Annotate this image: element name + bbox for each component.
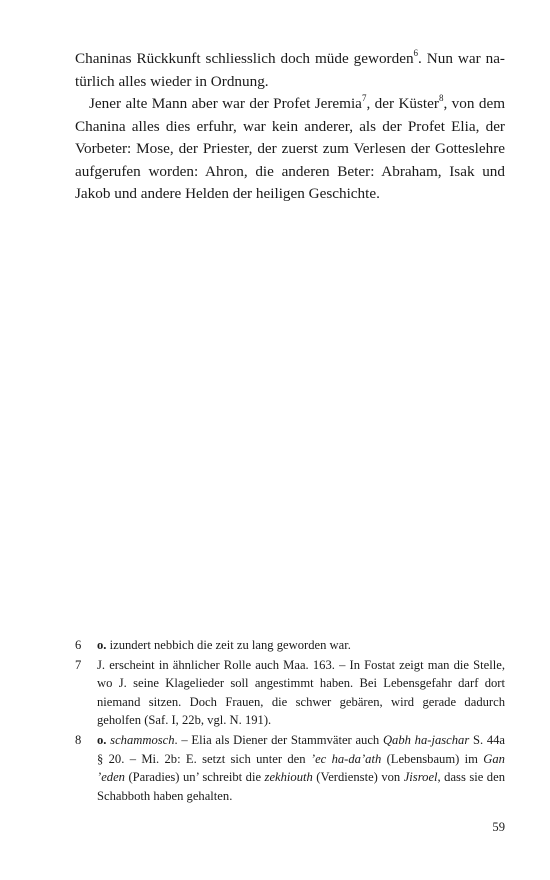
footnote-7 [75, 656, 505, 730]
page-number: 59 [492, 820, 505, 834]
footnote-number: 8 [75, 732, 82, 747]
footnote-6 [75, 636, 505, 655]
footnote-number: 7 [75, 657, 82, 672]
footnote-number: 6 [75, 638, 82, 652]
footnote-text: o. schammosch. – Elia als Diener der Stammväter auch Qabh ha-jaschar S. 44a § 20. – Mi. 2b: E. setzt sich unter den ’ec ha-da’ath (Lebensbaum) im Gan ’eden (Paradies) un’ schreibt die zekhiouth (Verdienste) von Jisroel, dass sie den Schabboth haben gehalten. [97, 732, 506, 803]
main-text [75, 48, 505, 206]
footnote-8 [75, 731, 505, 805]
footnote-text: J. erscheint in ähnlicher Rolle auch Maa. 163. – In Fostat zeigt man die Stelle, wo J. seine Klagelieder soll angestimmt haben. Bei Lebensgefahr darf dort niemand sitzen. Doch Frauen, die schwer gebären, wird gerade dadurch geholfen (Saf. I, 22b, vgl. N. 191). [97, 657, 505, 728]
paragraph-1: Chaninas Rückkunft schliesslich doch müde geworden$^6$. Nun war na-türlich alles wieder in Ordnung. [75, 47, 505, 90]
footnote-ref-8: 8 [438, 92, 444, 103]
footnote-text: o. izundert nebbich die zeit zu lang geworden war. [97, 638, 351, 652]
footnote-ref-7: 7 [361, 92, 367, 103]
footnotes [75, 636, 505, 806]
paragraph-2: Jener alte Mann aber war der Profet Jeremia$^7$, der Küster$^8$, von dem Chanina alles dies erfuhr, war kein anderer, als der Profet Elia, der Vorbeter: Mose, der Priester, der zuerst zum Verlesen der Gotteslehre aufgerufen worden: Ahron, die anderen Beter: Abraham, Isak und Jakob und andere Helden der heiligen Geschichte. [75, 92, 506, 202]
footnote-ref-6: 6 [413, 47, 419, 58]
